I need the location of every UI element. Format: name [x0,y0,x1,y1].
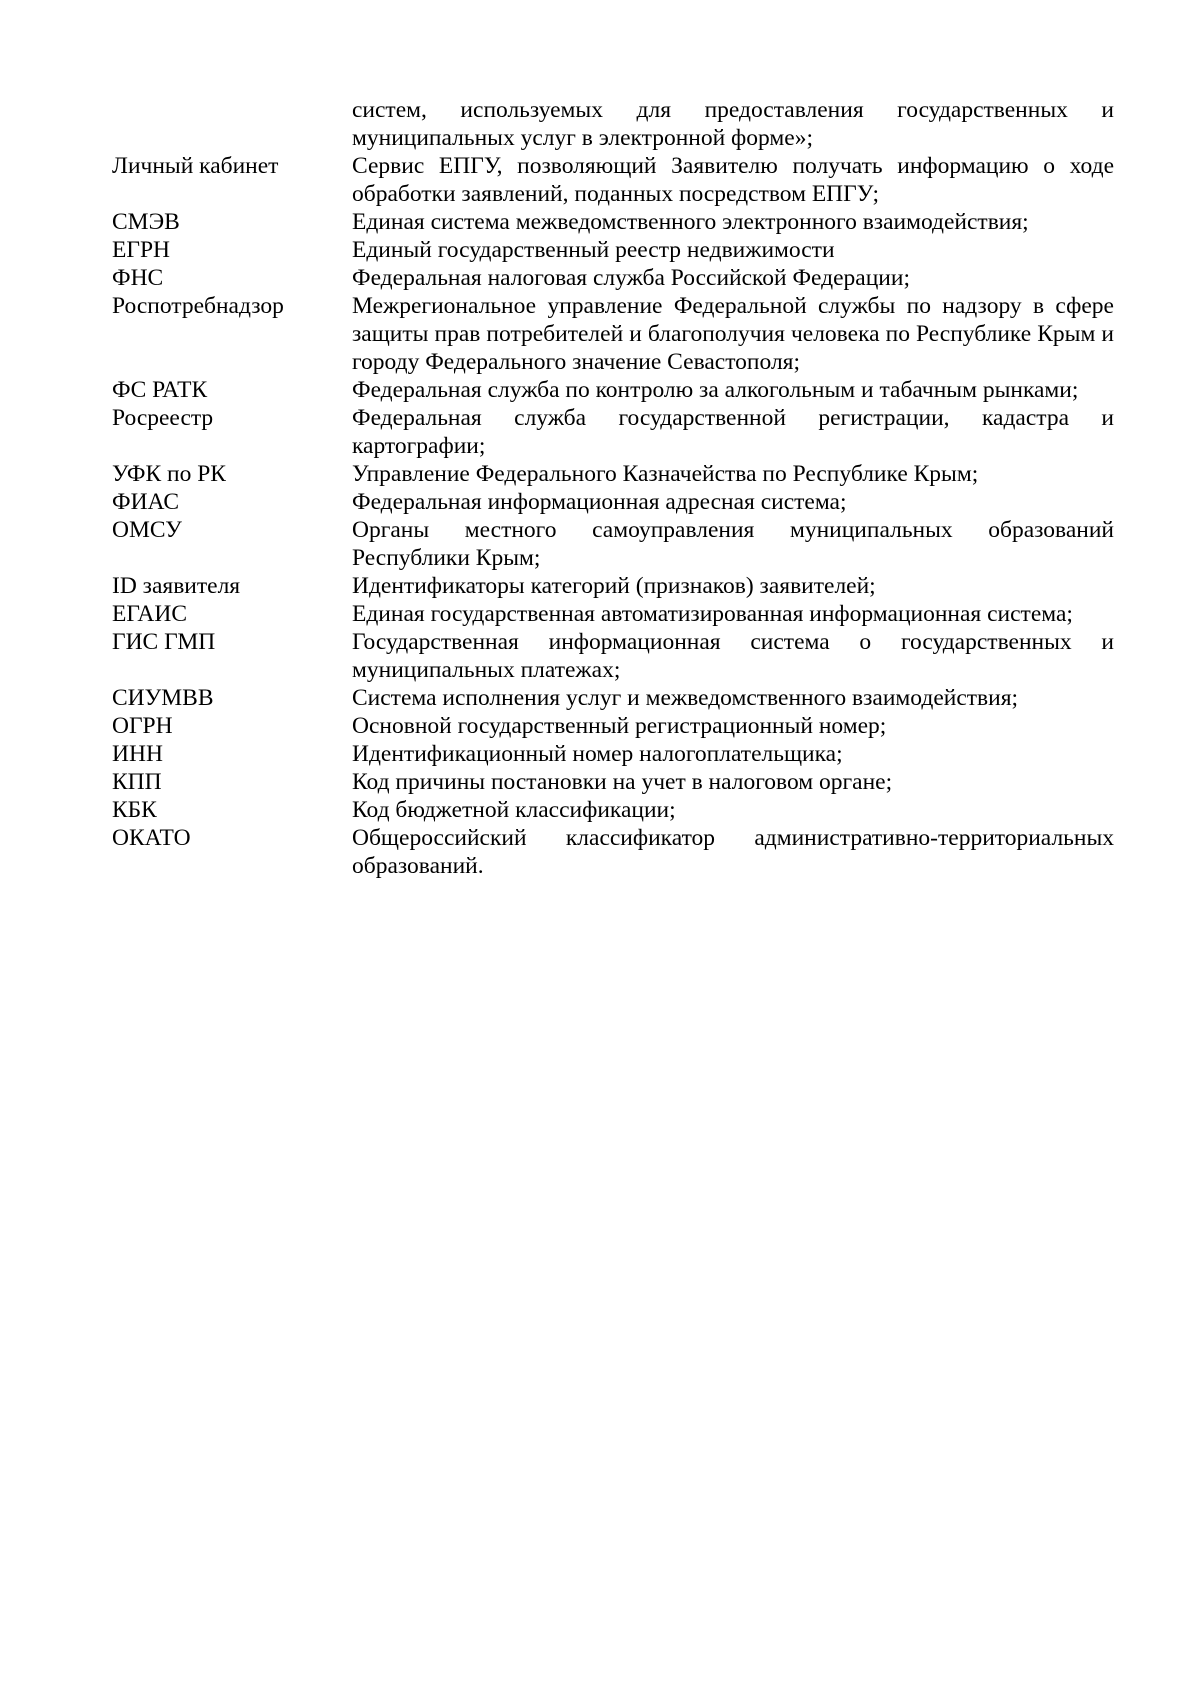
term: КБК [112,797,157,823]
term: ID заявителя [112,573,241,599]
definition: Федеральная информационная адресная система; [352,489,847,515]
glossary-row [112,264,1114,292]
glossary-row [112,488,1114,516]
term: ФИАС [112,489,180,515]
definition: Код причины постановки на учет в налоговом органе; [352,769,893,795]
definition: Федеральная служба государственной регистрации, кадастра и картографии; [352,405,1114,459]
definition: систем, используемых для предоставления государственных и муниципальных услуг в электронной форме»; [352,97,1114,151]
term: Роспотребнадзор [112,293,284,319]
glossary-row [112,404,1114,460]
glossary-row [112,236,1114,264]
term: ЕГРН [112,237,170,263]
term: Личный кабинет [112,153,279,179]
glossary-row [112,292,1114,376]
glossary-row [112,460,1114,488]
glossary-row [112,96,1114,152]
glossary-row [112,628,1114,684]
definition: Межрегиональное управление Федеральной службы по надзору в сфере защиты прав потребителей и благополучия человека по Республике Крым и городу Федерального значение Севастополя; [352,293,1114,375]
term: ОКАТО [112,825,191,851]
glossary-row [112,572,1114,600]
term: ФНС [112,265,164,291]
definition: Федеральная налоговая служба Российской Федерации; [352,265,910,291]
definition: Органы местного самоуправления муниципальных образований Республики Крым; [352,517,1114,571]
definition: Федеральная служба по контролю за алкогольным и табачным рынками; [352,377,1079,403]
glossary-row [112,684,1114,712]
glossary-row [112,824,1114,880]
definition: Сервис ЕПГУ, позволяющий Заявителю получать информацию о ходе обработки заявлений, поданных посредством ЕПГУ; [352,153,1114,207]
glossary-row [112,376,1114,404]
term: Росреестр [112,405,214,431]
definition: Код бюджетной классификации; [352,797,676,823]
term: ЕГАИС [112,601,187,627]
definition: Основной государственный регистрационный номер; [352,713,887,739]
term: УФК по РК [112,461,226,487]
glossary-row [112,768,1114,796]
glossary-row [112,516,1114,572]
definition: Общероссийский классификатор административно-территориальных образований. [352,825,1114,879]
term: ГИС ГМП [112,629,216,655]
glossary-row [112,712,1114,740]
term: СИУМВВ [112,685,214,711]
term: ФС РАТК [112,377,208,403]
term: ОМСУ [112,517,182,543]
term: ИНН [112,741,163,767]
term: ОГРН [112,713,173,739]
glossary-row [112,796,1114,824]
glossary-row [112,152,1114,208]
definition: Управление Федерального Казначейства по Республике Крым; [352,461,979,487]
definition: Единая система межведомственного электронного взаимодействия; [352,209,1029,235]
term: КПП [112,769,162,795]
term: СМЭВ [112,209,180,235]
glossary-row [112,600,1114,628]
definition: Единая государственная автоматизированная информационная система; [352,601,1073,627]
definition: Идентификаторы категорий (признаков) заявителей; [352,573,876,599]
abbreviations-table [112,96,1114,880]
term [112,96,352,152]
definition: Единый государственный реестр недвижимости [352,237,835,263]
glossary-row [112,208,1114,236]
definition: Идентификационный номер налогоплательщика; [352,741,843,767]
definition: Государственная информационная система о государственных и муниципальных платежах; [352,629,1114,683]
glossary-row [112,740,1114,768]
definition: Система исполнения услуг и межведомственного взаимодействия; [352,685,1019,711]
